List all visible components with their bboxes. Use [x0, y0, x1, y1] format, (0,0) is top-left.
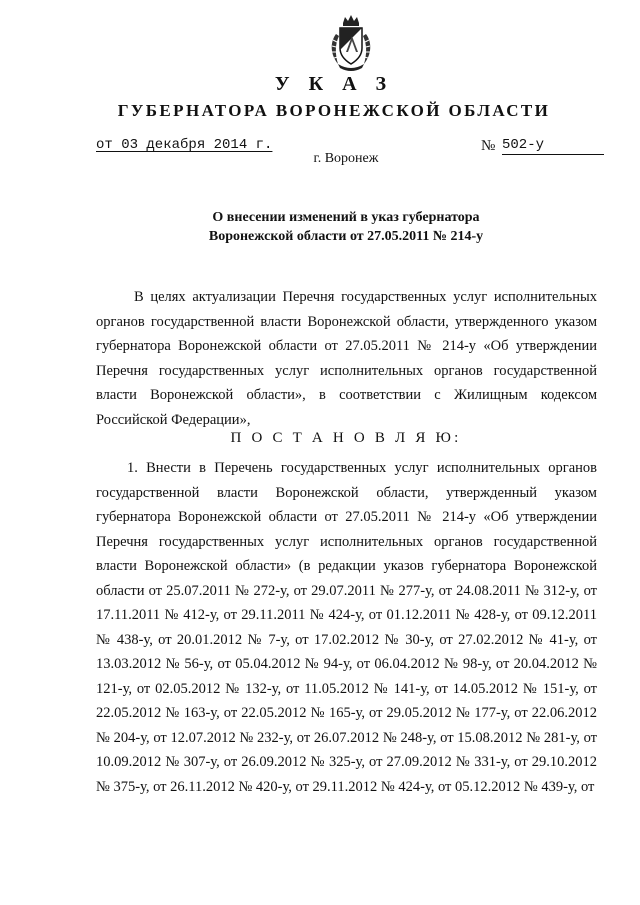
- decree-heading: П О С Т А Н О В Л Я Ю:: [230, 430, 462, 446]
- city-label: г. Воронеж: [313, 151, 379, 166]
- item-1-text: 1. Внести в Перечень государственных услуг исполнительных органов государственной власти Воронежской области, утвержденный указом губернатора Воронежской области от 27.05.2011 № 214-у «Об утверждении Перечня государственных услуг исполнительных органов государственной власти Воронежской области» (в редакции указов губернатора Воронежской области от 25.07.2011 № 272-у, от 29.07.2011 № 277-у, от 24.08.2011 № 312-у, от 17.11.2011 № 412-у, от 29.11.2011 № 424-у, от 01.12.2011 № 428-у, от 09.12.2011 № 438-у, от 20.01.2012 № 7-у, от 17.02.2012 № 30-у, от 27.02.2012 № 41-у, от 13.03.2012 № 56-у, от 05.04.2012 № 94-у, от 06.04.2012 № 98-у, от 20.04.2012 № 121-у, от 02.05.2012 № 132-у, от 11.05.2012 № 141-у, от 14.05.2012 № 151-у, от 22.05.2012 № 163-у, от 22.05.2012 № 165-у, от 29.05.2012 № 177-у, от 22.06.2012 № 204-у, от 12.07.2012 № 232-у, от 26.07.2012 № 248-у, от 15.08.2012 № 281-у, от 10.09.2012 № 307-у, от 26.09.2012 № 325-у, от 27.09.2012 № 331-у, от 29.10.2012 № 375-у, от 26.11.2012 № 420-у, от 29.11.2012 № 424-у, от 05.12.2012 № 439-у, от: [96, 460, 597, 795]
- preamble-paragraph: [96, 285, 597, 432]
- coat-of-arms-icon: [326, 14, 376, 72]
- decree-date: от 03 декабря 2014 г.: [96, 137, 273, 153]
- issuer-title: ГУБЕРНАТОРА ВОРОНЕЖСКОЙ ОБЛАСТИ: [117, 101, 551, 120]
- subject-line-1: О внесении изменений в указ губернатора: [212, 210, 480, 225]
- number-sign: №: [481, 138, 496, 154]
- subject-line-2: Воронежской области от 27.05.2011 № 214-у: [208, 229, 484, 244]
- preamble-text: В целях актуализации Перечня государственных услуг исполнительных органов государственной власти Воронежской области, утвержденного указом губернатора Воронежской области от 27.05.2011 № 214-у «Об утверждении Перечня государственных услуг исполнительных органов государственной власти Воронежской области», в соответствии с Жилищным кодексом Российской Федерации»,: [96, 289, 597, 428]
- document-type-title: У К А З: [274, 73, 394, 95]
- item-1-paragraph: [96, 456, 597, 799]
- decree-number: 502-у: [502, 137, 604, 155]
